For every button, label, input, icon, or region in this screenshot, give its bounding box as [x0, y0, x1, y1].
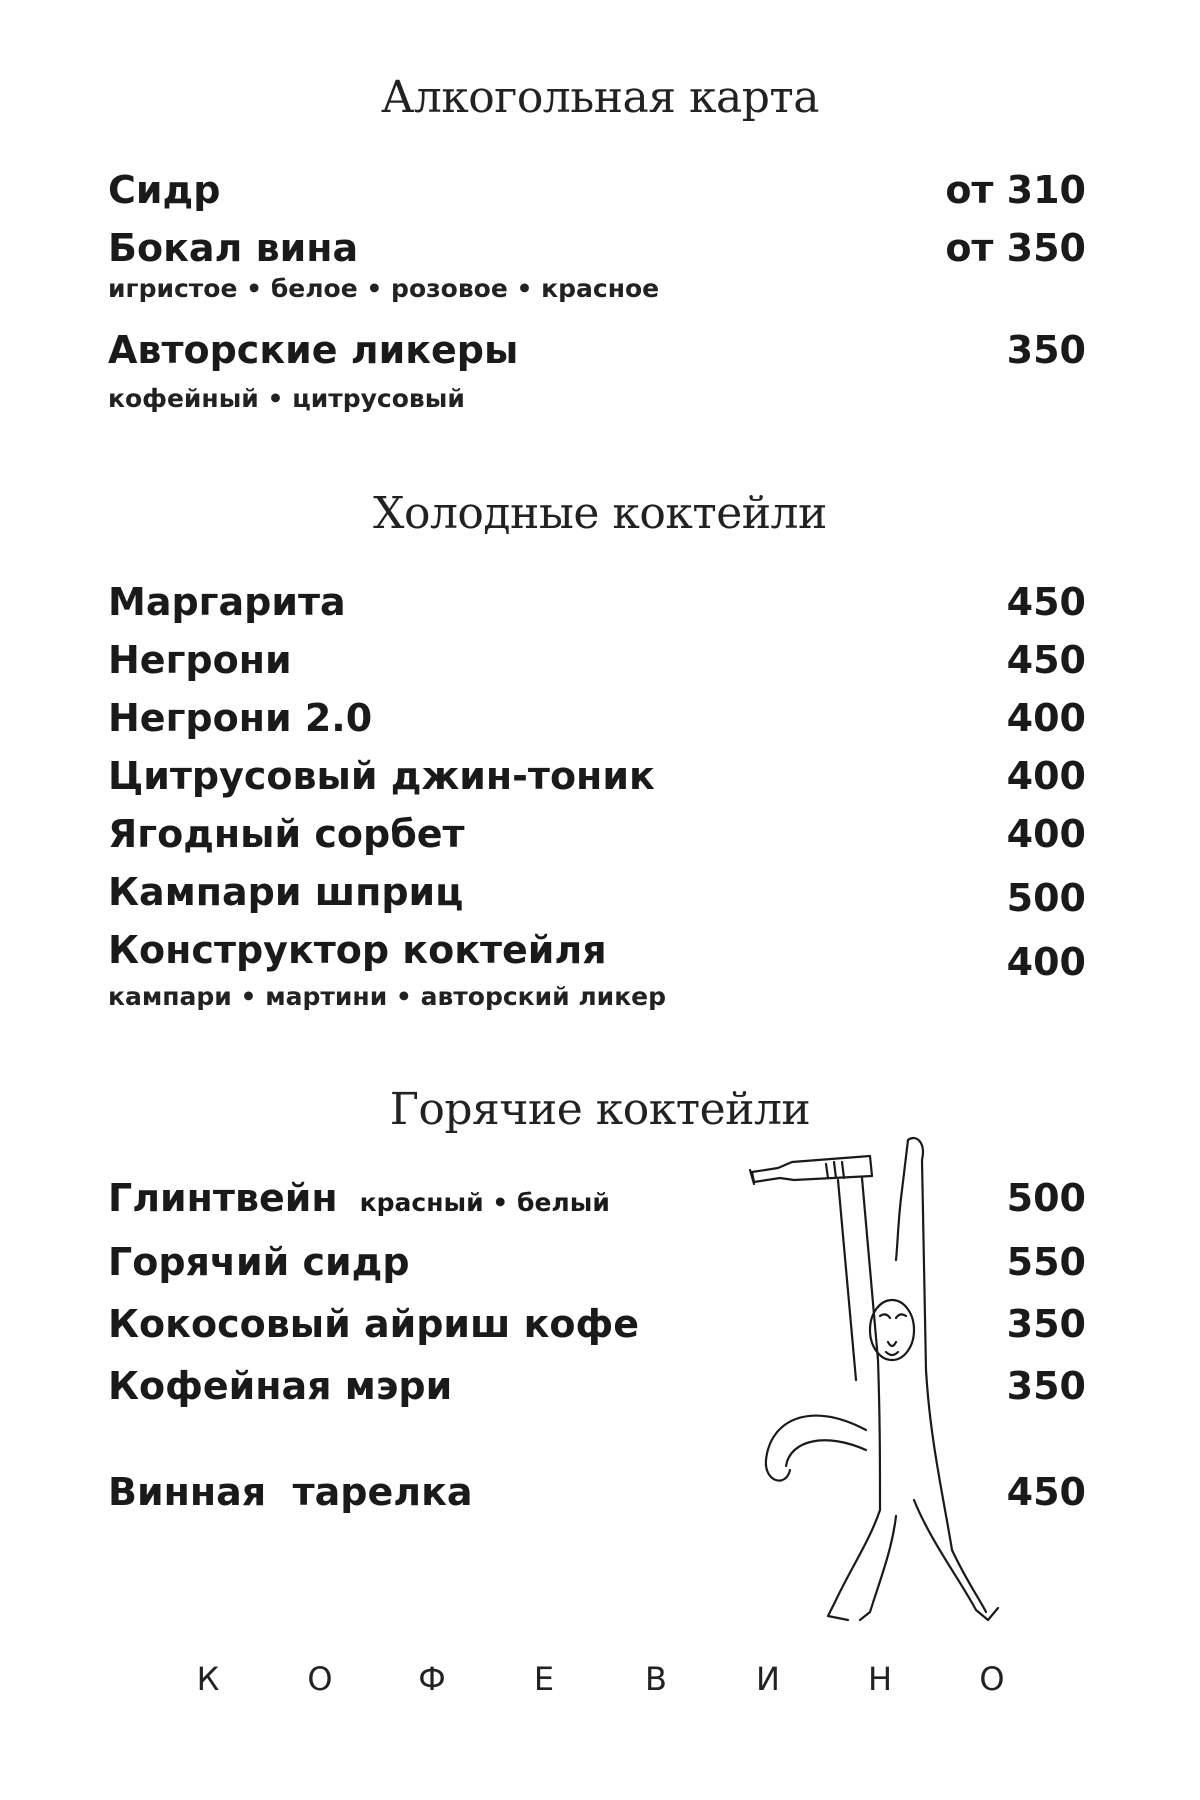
brand-letter: Н [867, 1660, 893, 1698]
item-price: 400 [1006, 696, 1086, 740]
brand-letter: О [979, 1660, 1005, 1698]
item-price: 450 [1006, 638, 1086, 682]
item-price: 400 [1006, 812, 1086, 856]
menu-item [108, 928, 1086, 984]
item-name: Горячий сидр [108, 1240, 410, 1284]
menu-item [108, 168, 1086, 212]
menu-item [108, 580, 1086, 624]
brand-letter: К [196, 1660, 220, 1698]
item-name: Ягодный сорбет [108, 812, 465, 856]
item-price: 500 [1006, 876, 1086, 920]
menu-item [108, 812, 1086, 856]
section-title-hot: Горячие коктейли [389, 1084, 811, 1135]
item-name: Сидр [108, 168, 221, 212]
item-name: Бокал вина [108, 226, 359, 270]
item-options: кампари • мартини • авторский ликер [108, 982, 667, 1011]
brand-letter: Е [533, 1660, 555, 1698]
item-name: Винная тарелка [108, 1470, 473, 1514]
menu-item [108, 328, 1086, 372]
item-name [108, 1176, 610, 1220]
brand-letter: Ф [418, 1660, 446, 1698]
item-name: Негрони [108, 638, 292, 682]
item-name: Кофейная мэри [108, 1364, 453, 1408]
item-price: 500 [1006, 1176, 1086, 1220]
item-price: 450 [1006, 580, 1086, 624]
brand-letter: О [307, 1660, 333, 1698]
item-options: кофейный • цитрусовый [108, 384, 465, 413]
item-options: игристое • белое • розовое • красное [108, 274, 660, 303]
item-name: Конструктор коктейля [108, 928, 607, 972]
section-title-alcohol: Алкогольная карта [381, 72, 819, 123]
item-name-text: Глинтвейн [108, 1176, 338, 1220]
item-options: красный • белый [359, 1188, 610, 1217]
item-price: 350 [1006, 1302, 1086, 1346]
item-price: 350 [1006, 328, 1086, 372]
brand-letter: И [756, 1660, 780, 1698]
menu-item [108, 638, 1086, 682]
item-price: от 310 [945, 168, 1086, 212]
monkey-with-bottle-icon [730, 1120, 1030, 1640]
item-name: Кокосовый айриш кофе [108, 1302, 640, 1346]
item-name: Маргарита [108, 580, 346, 624]
item-price: 550 [1006, 1240, 1086, 1284]
item-name: Негрони 2.0 [108, 696, 373, 740]
item-name: Цитрусовый джин-тоник [108, 754, 655, 798]
brand-letter: В [645, 1660, 667, 1698]
item-name: Авторские ликеры [108, 328, 519, 372]
item-price: 400 [1006, 754, 1086, 798]
item-price: от 350 [945, 226, 1086, 270]
item-price: 350 [1006, 1364, 1086, 1408]
item-price: 450 [1006, 1470, 1086, 1514]
brand-wordmark [0, 1660, 1200, 1698]
menu-item [108, 870, 1086, 920]
item-name: Кампари шприц [108, 870, 464, 914]
menu-item [108, 754, 1086, 798]
item-price: 400 [1006, 940, 1086, 984]
menu-item [108, 696, 1086, 740]
menu-item [108, 226, 1086, 270]
section-title-cold: Холодные коктейли [373, 488, 827, 539]
